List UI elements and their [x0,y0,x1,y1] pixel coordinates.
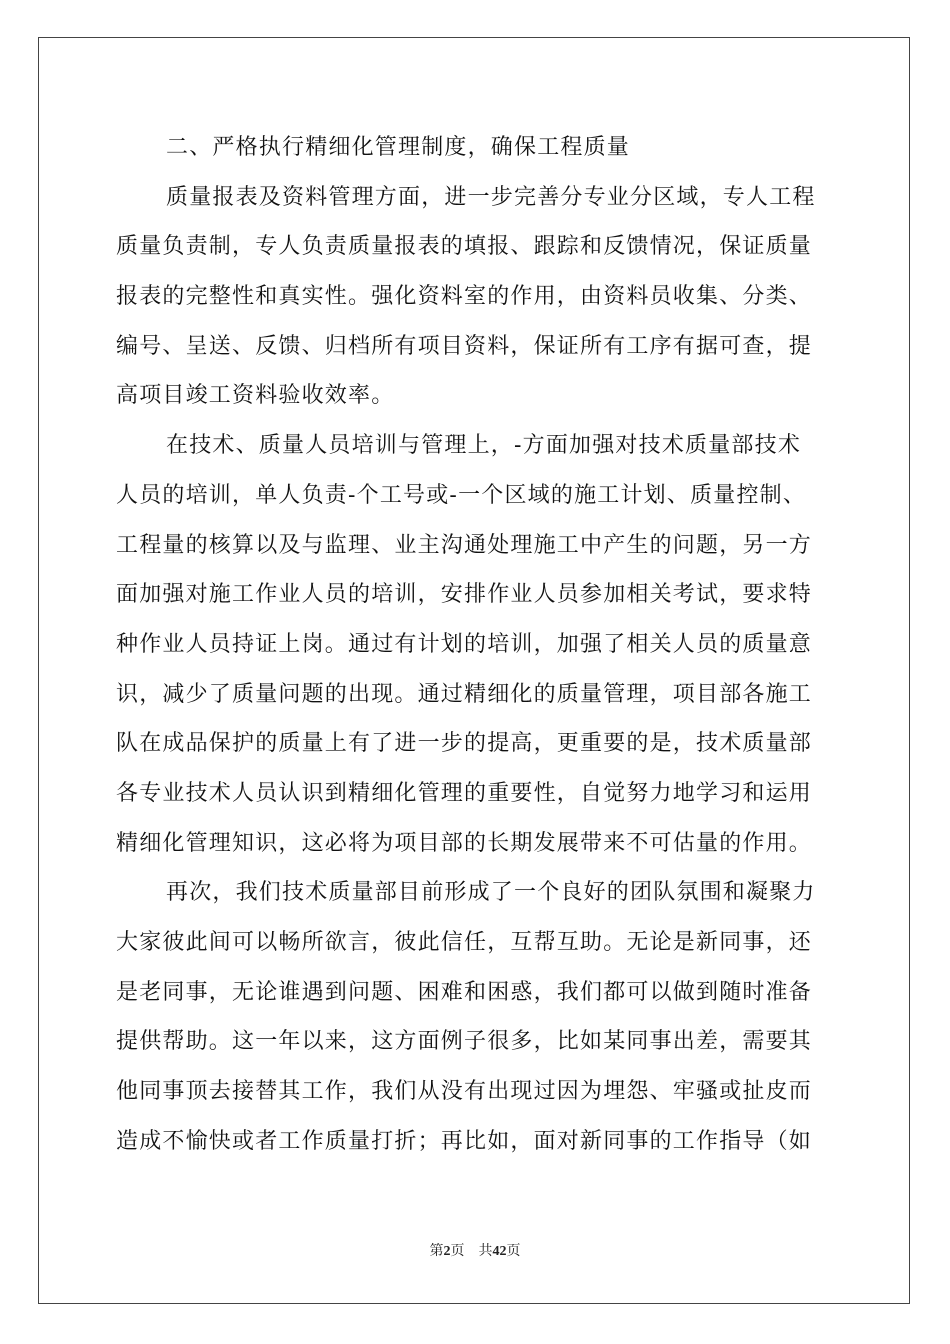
text-line: 种作业人员持证上岗。通过有计划的培训，加强了相关人员的质量意 [116,631,813,657]
text-line: 识，减少了质量问题的出现。通过精细化的质量管理，项目部各施工 [116,681,813,707]
total-pages-label: 共42页 [478,1244,521,1259]
text-line: 工程量的核算以及与监理、业主沟通处理施工中产生的问题，另一方 [116,532,813,558]
text-line: 面加强对施工作业人员的培训，安排作业人员参加相关考试，要求特 [116,582,813,608]
text-line: 报表的完整性和真实性。强化资料室的作用，由资料员收集、分类、 [116,284,813,310]
text-line: 再次，我们技术质量部目前形成了一个良好的团队氛围和凝聚力 [166,880,816,906]
text-line: 质量负责制，专人负责质量报表的填报、跟踪和反馈情况，保证质量 [116,234,813,260]
text-line: 他同事顶去接替其工作，我们从没有出现过因为埋怨、牢骚或扯皮而 [116,1079,813,1105]
page-footer [0,1240,950,1260]
text-line: 在技术、质量人员培训与管理上，-方面加强对技术质量部技术 [166,433,802,459]
text-line: 高项目竣工资料验收效率。 [116,383,395,409]
text-line: 二、严格执行精细化管理制度，确保工程质量 [166,135,631,160]
text-line: 编号、呈送、反馈、归档所有项目资料，保证所有工序有据可查，提 [116,333,813,359]
text-line: 队在成品保护的质量上有了进一步的提高，更重要的是，技术质量部 [116,731,813,757]
text-line: 各专业技术人员认识到精细化管理的重要性，自觉努力地学习和运用 [116,780,813,806]
text-line: 人员的培训，单人负责-个工号或-一个区域的施工计划、质量控制、 [116,482,807,508]
text-line: 造成不愉快或者工作质量打折；再比如，面对新同事的工作指导（如 [116,1128,813,1154]
text-line: 精细化管理知识，这必将为项目部的长期发展带来不可估量的作用。 [116,830,813,856]
text-line: 提供帮助。这一年以来，这方面例子很多，比如某同事出差，需要其 [116,1029,813,1055]
text-line: 是老同事，无论谁遇到问题、困难和困惑，我们都可以做到随时准备 [116,979,813,1005]
page-label: 第2页 [429,1244,465,1259]
text-line: 大家彼此间可以畅所欲言，彼此信任，互帮互助。无论是新同事，还 [116,930,813,955]
document-body [116,123,836,1166]
text-line: 质量报表及资料管理方面，进一步完善分专业分区域，专人工程 [166,184,816,210]
